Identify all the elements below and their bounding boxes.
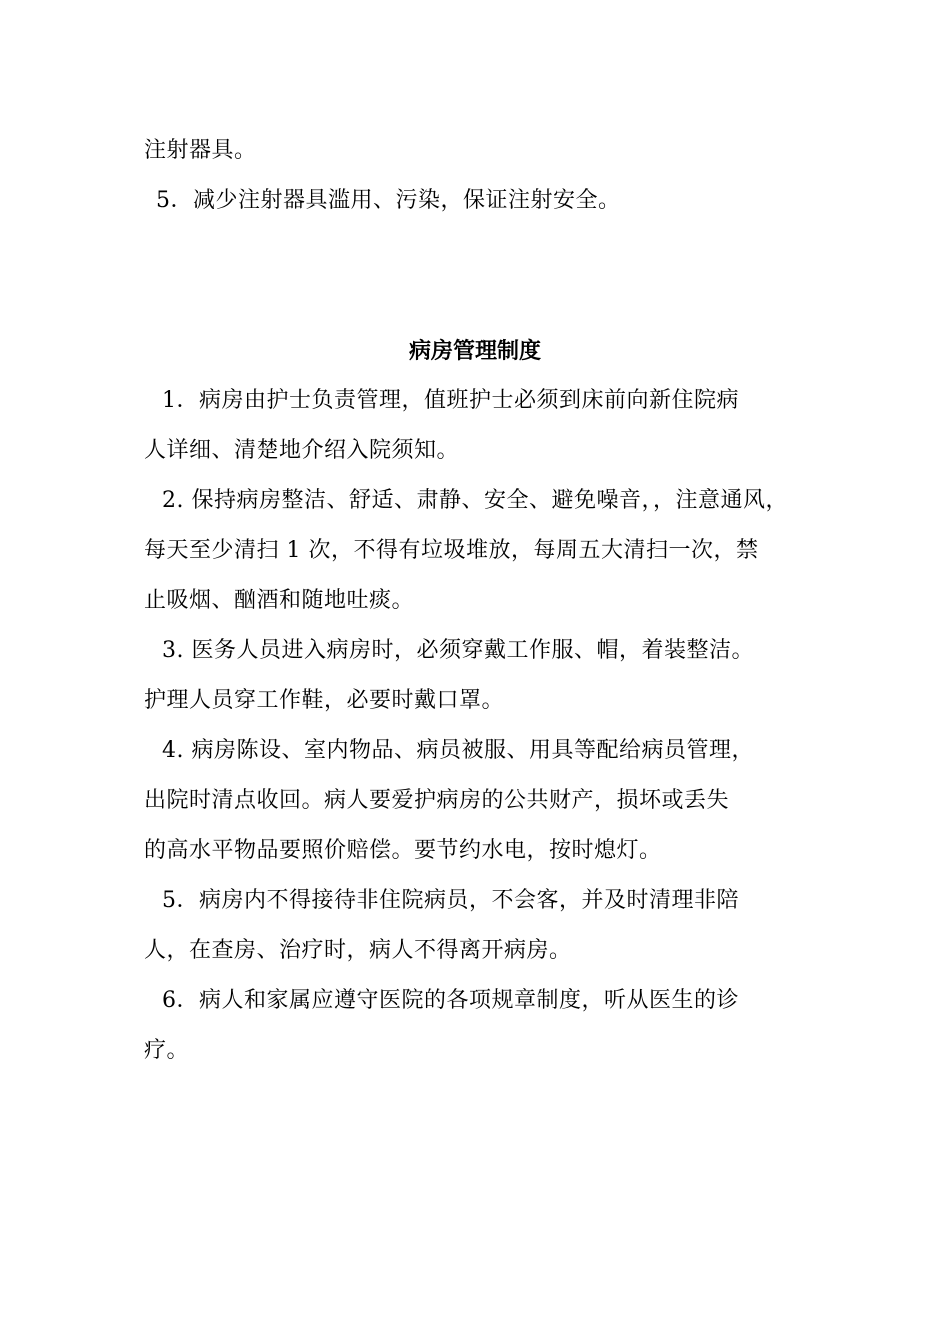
text-line: 疗。 (144, 1038, 190, 1063)
text-line: 人详细、清楚地介绍入院须知。 (144, 438, 460, 463)
text-line: 4. 病房陈设、室内物品、病员被服、用具等配给病员管理， (162, 738, 754, 763)
text-line: 2. 保持病房整洁、舒适、肃静、安全、避免噪音，，注意通风， (162, 488, 788, 513)
text-line: 人，在查房、治疗时，病人不得离开病房。 (144, 938, 572, 963)
text-line: 每天至少清扫 1 次，不得有垃圾堆放，每周五大清扫一次，禁 (144, 538, 759, 563)
text-line: 6．病人和家属应遵守医院的各项规章制度，听从医生的诊 (162, 988, 739, 1013)
text-line: 出院时清点收回。病人要爱护病房的公共财产，损坏或丢失 (144, 788, 730, 813)
text-line: 5．病房内不得接待非住院病员，不会客，并及时清理非陪 (162, 888, 739, 913)
text-line: 护理人员穿工作鞋，必要时戴口罩。 (144, 688, 505, 713)
text-line: 1．病房由护士负责管理，值班护士必须到床前向新住院病 (162, 388, 739, 413)
text-line: 的高水平物品要照价赔偿。要节约水电，按时熄灯。 (144, 838, 662, 863)
text-line: 注射器具。 (144, 138, 257, 163)
text-line: 3. 医务人员进入病房时，必须穿戴工作服、帽，着装整洁。 (162, 638, 754, 663)
text-line: 5．减少注射器具滥用、污染，保证注射安全。 (156, 188, 621, 213)
text-line: 止吸烟、酗酒和随地吐痰。 (144, 588, 415, 613)
section-title: 病房管理制度 (408, 338, 541, 364)
